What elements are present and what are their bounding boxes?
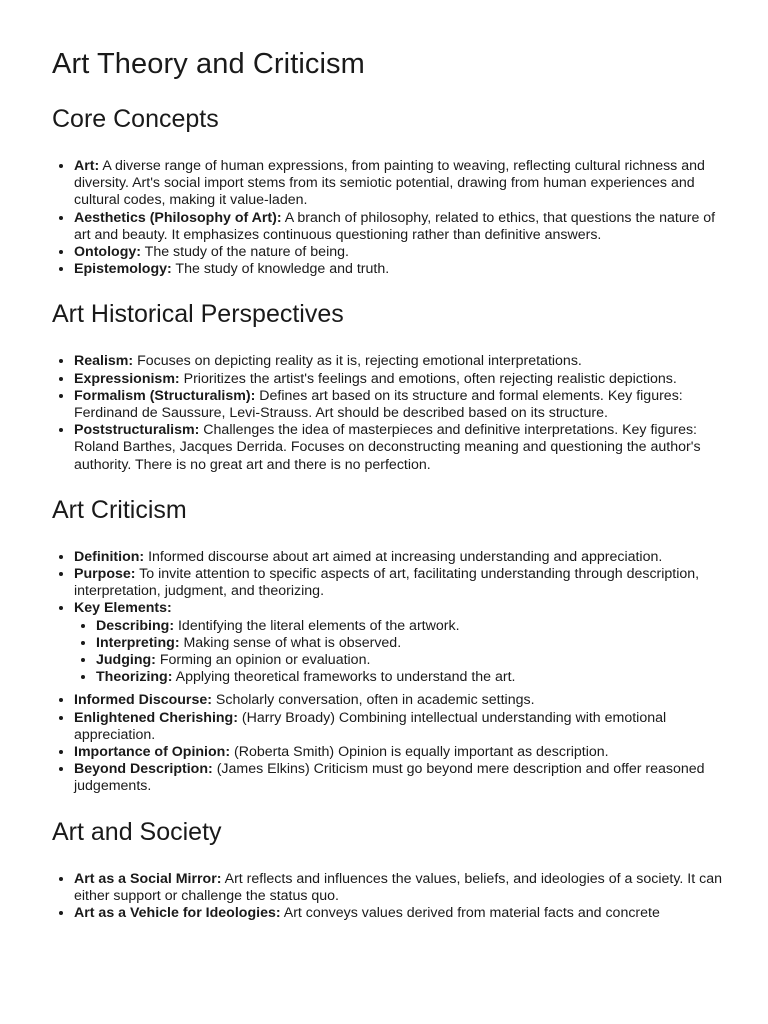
definition: Making sense of what is observed. (179, 634, 402, 651)
term: Definition: (74, 548, 145, 565)
section-core-concepts (52, 102, 728, 278)
term: Purpose: (74, 566, 136, 583)
term: Judging: (96, 652, 156, 669)
term: Describing: (96, 617, 175, 634)
section-heading: Art Criticism (52, 495, 187, 524)
term: Art: (74, 158, 100, 174)
list-item (74, 761, 728, 795)
list-item (96, 652, 728, 669)
list-item (74, 371, 728, 388)
list-item (96, 669, 728, 686)
section-art-criticism (52, 493, 728, 796)
list-item (74, 566, 728, 600)
term: Theorizing: (96, 669, 173, 686)
term: Beyond Description: (74, 761, 213, 778)
list-item (96, 618, 728, 635)
list-item (74, 710, 728, 744)
term: Poststructuralism: (74, 422, 200, 439)
definition: Scholarly conversation, often in academic settings. (211, 692, 535, 709)
list-item (74, 871, 728, 905)
bullet-list (52, 549, 728, 687)
definition: To invite attention to specific aspects of art, facilitating understanding through description, interpretation, judgment, and theorizing. (74, 566, 700, 600)
section-heading: Art and Society (52, 817, 222, 846)
bullet-list (52, 692, 728, 795)
definition: Forming an opinion or evaluation. (155, 652, 371, 669)
definition: The study of the nature of being. (140, 244, 349, 261)
nested-bullet-list (74, 618, 728, 687)
list-item (74, 353, 728, 370)
list-item (74, 210, 728, 244)
list-item (74, 905, 728, 922)
section-heading: Art Historical Perspectives (52, 300, 344, 329)
definition: The study of knowledge and truth. (171, 261, 390, 278)
bullet-list (52, 158, 728, 278)
definition: Art reflects and influences the values, beliefs, and ideologies of a society. It can either support or challenge the status quo. (74, 870, 722, 904)
document-title: Art Theory and Criticism (52, 48, 365, 80)
definition: A diverse range of human expressions, from painting to weaving, reflecting cultural richness and diversity. Art's social import stems from its semiotic potential, drawing from human experiences and cultural codes, making it value-laden. (74, 158, 705, 209)
bullet-list (52, 871, 728, 923)
term: Interpreting: (96, 634, 180, 651)
definition: (Roberta Smith) Opinion is equally important as description. (230, 744, 609, 761)
definition: Prioritizes the artist's feelings and emotions, often rejecting realistic depictions. (179, 370, 677, 387)
list-item (74, 549, 728, 566)
list-item (74, 422, 728, 474)
list-item (74, 600, 728, 686)
list-item (74, 744, 728, 761)
term: Formalism (Structuralism): (74, 387, 256, 404)
term: Expressionism: (74, 370, 180, 387)
definition: Focuses on depicting reality as it is, rejecting emotional interpretations. (133, 353, 582, 370)
definition: Defines art based on its structure and formal elements. Key figures: Ferdinand de Saussure, Levi-Strauss. Art should be described based on its structure. (74, 387, 683, 422)
term: Informed Discourse: (74, 692, 212, 709)
definition: A branch of philosophy, related to ethics, that questions the nature of art and beauty. It emphasizes continuous questioning rather than definitive answers. (74, 209, 716, 243)
definition: Art conveys values derived from material facts and concrete (280, 905, 660, 922)
term: Realism: (74, 353, 134, 370)
term: Aesthetics (Philosophy of Art): (74, 209, 282, 226)
term: Art as a Social Mirror: (74, 870, 222, 887)
list-item (74, 244, 728, 261)
section-art-historical-perspectives (52, 297, 728, 473)
definition: (Harry Broady) Combining intellectual understanding with emotional appreciation. (74, 709, 667, 743)
section-heading: Core Concepts (52, 105, 219, 133)
list-item (74, 692, 728, 709)
list-item (74, 158, 728, 210)
definition: Identifying the literal elements of the artwork. (174, 617, 460, 634)
list-item (96, 635, 728, 652)
term: Epistemology: (74, 261, 172, 278)
term: Enlightened Cherishing: (74, 709, 238, 726)
list-item (74, 388, 728, 422)
term: Key Elements: (74, 600, 172, 617)
bullet-list (52, 353, 728, 473)
term: Importance of Opinion: (74, 744, 231, 761)
section-art-and-society (52, 815, 728, 923)
definition: Informed discourse about art aimed at increasing understanding and appreciation. (144, 548, 663, 565)
definition: (James Elkins) Criticism must go beyond mere description and offer reasoned judgements. (74, 761, 705, 795)
term: Ontology: (74, 244, 141, 261)
term: Art as a Vehicle for Ideologies: (74, 905, 281, 922)
definition: Challenges the idea of masterpieces and definitive interpretations. Key figures: Roland Barthes, Jacques Derrida. Focuses on deconstructing meaning and questioning the author's authority. There is no great art and there is no perfection. (74, 422, 701, 473)
list-item (74, 261, 728, 278)
definition: Applying theoretical frameworks to understand the art. (172, 669, 516, 686)
